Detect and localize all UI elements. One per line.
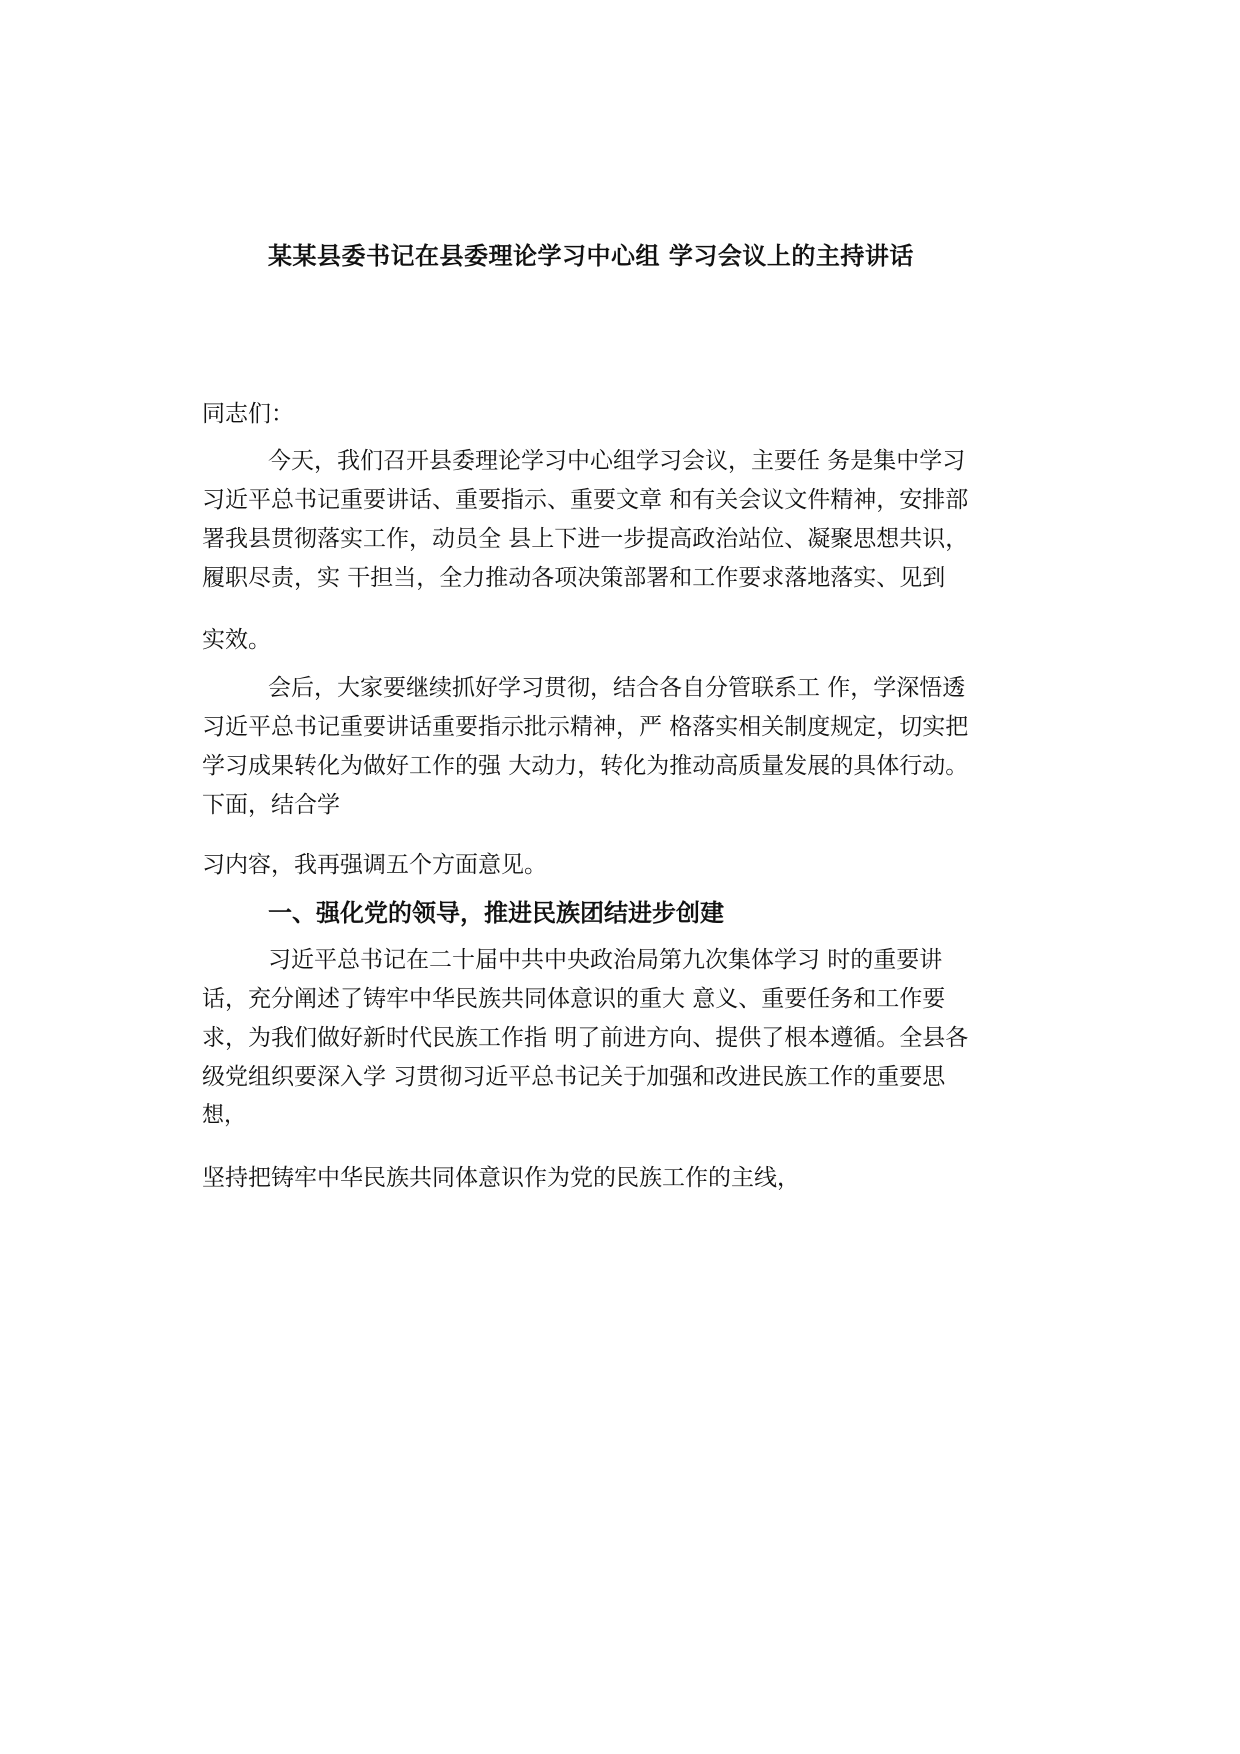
paragraph-3-line-3: 求，为我们做好新时代民族工作指 明了前进方向、提供了根本遵循。全县各 [202,1025,969,1051]
paragraph-2-line-1: 会后，大家要继续抓好学习贯彻，结合各自分管联系工 作，学深悟透 [268,675,966,701]
section-1-heading: 一、强化党的领导，推进民族团结进步创建 [268,899,724,927]
salutation: 同志们： [202,401,294,427]
paragraph-2-line-3: 学习成果转化为做好工作的强 大动力，转化为推动高质量发展的具体行动。 [202,753,969,779]
paragraph-2-line-5: 习内容，我再强调五个方面意见。 [202,852,547,878]
document-title: 某某县委书记在县委理论学习中心组 学习会议上的主持讲话 [268,242,914,270]
paragraph-2-line-2: 习近平总书记重要讲话重要指示批示精神，严 格落实相关制度规定，切实把 [202,714,969,740]
paragraph-1-line-2: 习近平总书记重要讲话、重要指示、重要文章 和有关会议文件精神，安排部 [202,487,969,513]
paragraph-1-line-1: 今天，我们召开县委理论学习中心组学习会议，主要任 务是集中学习 [268,448,966,474]
paragraph-3-line-1: 习近平总书记在二十届中共中央政治局第九次集体学习 时的重要讲 [268,947,943,973]
paragraph-3-line-5: 想， [202,1103,247,1128]
paragraph-1-line-5: 实效。 [202,627,271,653]
paragraph-1-line-3: 署我县贯彻落实工作，动员全 县上下进一步提高政治站位、凝聚思想共识， [202,526,969,552]
paragraph-2-line-4: 下面，结合学 [202,792,340,818]
paragraph-1-line-4: 履职尽责，实 干担当，全力推动各项决策部署和工作要求落地落实、见到 [202,565,946,591]
paragraph-4-line-1: 坚持把铸牢中华民族共同体意识作为党的民族工作的主线， [202,1165,800,1191]
paragraph-3-line-4: 级党组织要深入学 习贯彻习近平总书记关于加强和改进民族工作的重要思 [202,1064,946,1090]
paragraph-3-line-2: 话，充分阐述了铸牢中华民族共同体意识的重大 意义、重要任务和工作要 [202,986,946,1012]
